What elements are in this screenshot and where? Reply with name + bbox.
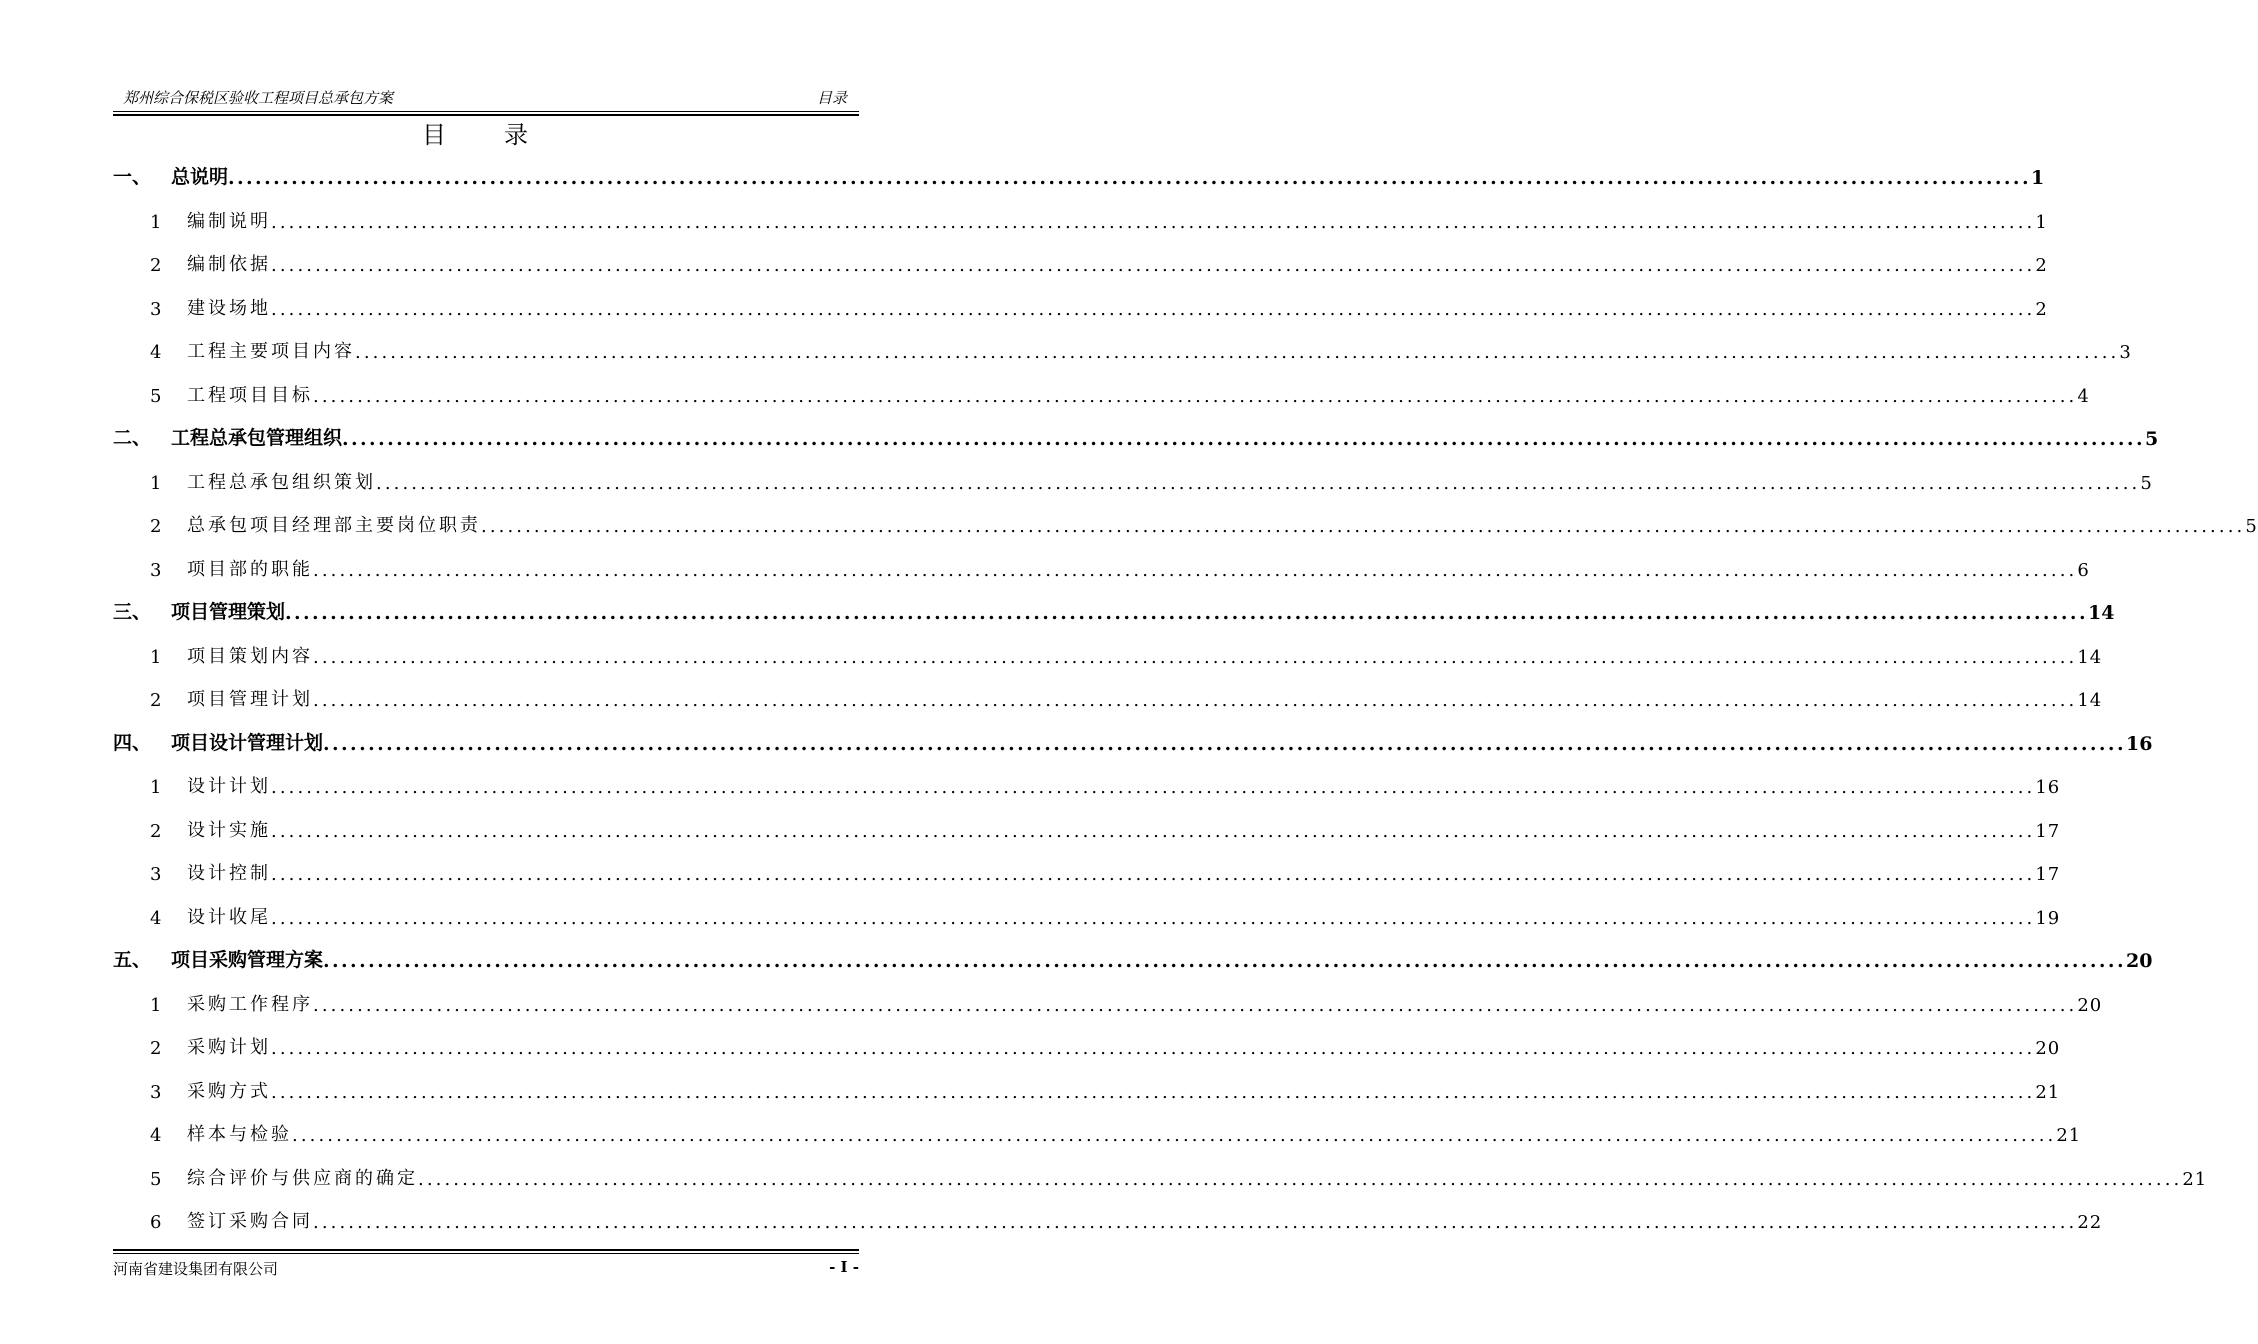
toc-dot-leader: ........................................................................................................................................................................................................ xyxy=(313,559,2078,581)
toc-entry-number: 3 xyxy=(150,1081,162,1103)
toc-entry-page: 19 xyxy=(2035,907,2061,929)
toc-entry-page: 14 xyxy=(2077,690,2103,711)
toc-entry-number: 2 xyxy=(150,690,162,711)
toc-dot-leader: ........................................................................................................................................................................................................ xyxy=(271,777,2036,798)
toc-dot-leader: ........................................................................................................................................................................................................ xyxy=(271,864,2036,885)
toc-section-entry[interactable] xyxy=(113,679,2103,711)
toc-dot-leader: ........................................................................................................................................................................................................ xyxy=(292,1125,2057,1146)
toc-entry-page: 1 xyxy=(2030,167,2045,189)
toc-section-entry[interactable] xyxy=(113,1158,2208,1190)
toc-dot-leader: ........................................................................................................................................................................................................ xyxy=(271,255,2036,276)
toc-entry-page: 20 xyxy=(2035,1038,2061,1059)
toc-entry-title: 工程项目目标 xyxy=(187,384,313,406)
header-section: 目录 xyxy=(816,89,847,107)
toc-entry-title: 设计收尾 xyxy=(187,906,271,928)
toc-entry-page: 21 xyxy=(2035,1081,2061,1103)
toc-section-entry[interactable] xyxy=(113,853,2061,885)
footer-page-number: - I - xyxy=(829,1258,859,1276)
toc-entry-page: 16 xyxy=(2035,777,2061,798)
toc-entry-title: 项目策划内容 xyxy=(187,645,313,667)
toc-entry-title: 总说明 xyxy=(171,166,229,188)
toc-dot-leader: ........................................................................................................................................................................................................ xyxy=(271,820,2036,842)
toc-entry-number: 3 xyxy=(150,298,162,320)
toc-entry-page: 5 xyxy=(2144,428,2159,450)
toc-chapter-entry[interactable] xyxy=(113,418,2159,450)
toc-dot-leader: ........................................................................................................................................................................................................ xyxy=(271,907,2036,929)
toc-entry-page: 21 xyxy=(2056,1125,2082,1146)
toc-entry-title: 样本与检验 xyxy=(187,1124,292,1145)
toc-section-entry[interactable] xyxy=(113,810,2061,842)
toc-dot-leader: ........................................................................................................................................................................................................ xyxy=(323,950,2126,972)
toc-entry-page: 17 xyxy=(2035,820,2061,842)
toc-entry-title: 建设场地 xyxy=(187,297,271,319)
toc-section-entry[interactable] xyxy=(113,766,2061,798)
toc-section-entry[interactable] xyxy=(113,1201,2103,1233)
header-doc-title: 郑州综合保税区验收工程项目总承包方案 xyxy=(123,89,394,107)
toc-section-entry[interactable] xyxy=(113,331,2132,363)
toc-entry-title: 项目管理计划 xyxy=(187,689,313,710)
toc-dot-leader: ........................................................................................................................................................................................................ xyxy=(313,1212,2078,1233)
toc-entry-title: 项目管理策划 xyxy=(171,601,286,623)
toc-entry-title: 编制说明 xyxy=(187,210,271,232)
toc-entry-number: 1 xyxy=(150,777,162,798)
toc-chapter-entry[interactable] xyxy=(113,940,2153,972)
toc-entry-title: 工程主要项目内容 xyxy=(187,341,355,362)
footer-rule-thick xyxy=(113,1249,859,1251)
toc-dot-leader: ........................................................................................................................................................................................................ xyxy=(376,472,2141,494)
toc-entry-number: 4 xyxy=(150,342,162,363)
toc-entry-page: 20 xyxy=(2125,950,2153,972)
toc-dot-leader: ........................................................................................................................................................................................................ xyxy=(342,428,2145,450)
toc-entry-number: 2 xyxy=(150,516,162,537)
toc-dot-leader: ........................................................................................................................................................................................................ xyxy=(313,385,2078,407)
toc-chapter-entry[interactable] xyxy=(113,723,2153,755)
toc-entry-title: 综合评价与供应商的确定 xyxy=(187,1167,418,1189)
toc-dot-leader: ........................................................................................................................................................................................................ xyxy=(285,602,2088,624)
toc-dot-leader: ........................................................................................................................................................................................................ xyxy=(313,646,2078,668)
toc-entry-page: 2 xyxy=(2035,298,2048,320)
toc-entry-title: 采购方式 xyxy=(187,1080,271,1102)
toc-dot-leader: ........................................................................................................................................................................................................ xyxy=(481,516,2246,537)
toc-entry-number: 三、 xyxy=(113,601,152,623)
toc-entry-title: 签订采购合同 xyxy=(187,1211,313,1232)
toc-section-entry[interactable] xyxy=(113,375,2090,407)
toc-entry-title: 设计计划 xyxy=(187,776,271,797)
toc-entry-page: 21 xyxy=(2182,1168,2208,1190)
toc-entry-number: 一、 xyxy=(113,166,152,188)
toc-entry-number: 四、 xyxy=(113,731,152,754)
toc-section-entry[interactable] xyxy=(113,244,2048,276)
toc-entry-number: 2 xyxy=(150,1038,162,1059)
toc-section-entry[interactable] xyxy=(113,1027,2061,1059)
toc-section-entry[interactable] xyxy=(113,1071,2061,1103)
toc-entry-title: 采购计划 xyxy=(187,1037,271,1058)
toc-section-entry[interactable] xyxy=(113,984,2103,1016)
toc-entry-title: 设计控制 xyxy=(187,863,271,884)
toc-section-entry[interactable] xyxy=(113,549,2090,581)
toc-entry-page: 5 xyxy=(2245,516,2258,537)
footer-company: 河南省建设集团有限公司 xyxy=(113,1260,279,1278)
toc-entry-number: 1 xyxy=(150,472,162,494)
toc-entry-number: 5 xyxy=(150,1168,162,1190)
footer-rule-thin xyxy=(113,1253,859,1254)
toc-section-entry[interactable] xyxy=(113,897,2061,929)
toc-entry-page: 14 xyxy=(2077,646,2103,668)
toc-section-entry[interactable] xyxy=(113,636,2103,668)
toc-entry-number: 2 xyxy=(150,255,162,276)
toc-dot-leader: ........................................................................................................................................................................................................ xyxy=(355,342,2120,363)
toc-entry-number: 2 xyxy=(150,820,162,842)
toc-entry-title: 工程总承包组织策划 xyxy=(187,471,376,493)
toc-entry-page: 22 xyxy=(2077,1212,2103,1233)
toc-entry-title: 项目采购管理方案 xyxy=(171,949,324,971)
toc-dot-leader: ........................................................................................................................................................................................................ xyxy=(228,167,2031,189)
toc-section-entry[interactable] xyxy=(113,288,2048,320)
toc-entry-number: 1 xyxy=(150,646,162,668)
toc-entry-page: 16 xyxy=(2125,732,2153,755)
toc-dot-leader: ........................................................................................................................................................................................................ xyxy=(271,1081,2036,1103)
toc-entry-page: 4 xyxy=(2077,385,2090,407)
toc-entry-page: 20 xyxy=(2077,994,2103,1016)
toc-entry-title: 项目部的职能 xyxy=(187,558,313,580)
toc-dot-leader: ........................................................................................................................................................................................................ xyxy=(313,690,2078,711)
toc-section-entry[interactable] xyxy=(113,462,2153,494)
toc-dot-leader: ........................................................................................................................................................................................................ xyxy=(418,1168,2183,1190)
toc-entry-title: 项目设计管理计划 xyxy=(171,731,324,754)
toc-dot-leader: ........................................................................................................................................................................................................ xyxy=(323,732,2126,755)
toc-entry-page: 2 xyxy=(2035,255,2048,276)
toc-entry-title: 设计实施 xyxy=(187,819,271,841)
toc-dot-leader: ........................................................................................................................................................................................................ xyxy=(313,994,2078,1016)
toc-entry-title: 总承包项目经理部主要岗位职责 xyxy=(187,515,481,536)
toc-entry-number: 4 xyxy=(150,1125,162,1146)
toc-entry-page: 1 xyxy=(2035,211,2048,233)
toc-chapter-entry[interactable] xyxy=(113,157,2045,189)
toc-entry-page: 5 xyxy=(2140,472,2153,494)
toc-entry-number: 6 xyxy=(150,1212,162,1233)
toc-entry-title: 编制依据 xyxy=(187,254,271,275)
toc-entry-number: 二、 xyxy=(113,427,152,449)
toc-entry-number: 5 xyxy=(150,385,162,407)
toc-dot-leader: ........................................................................................................................................................................................................ xyxy=(271,1038,2036,1059)
toc-entry-page: 6 xyxy=(2077,559,2090,581)
toc-entry-number: 3 xyxy=(150,864,162,885)
toc-entry-number: 五、 xyxy=(113,949,152,971)
toc-entry-number: 1 xyxy=(150,994,162,1016)
toc-dot-leader: ........................................................................................................................................................................................................ xyxy=(271,298,2036,320)
toc-dot-leader: ........................................................................................................................................................................................................ xyxy=(271,211,2036,233)
toc-chapter-entry[interactable] xyxy=(113,592,2115,624)
toc-section-entry[interactable] xyxy=(113,201,2048,233)
toc-entry-title: 采购工作程序 xyxy=(187,993,313,1015)
toc-entry-page: 14 xyxy=(2087,602,2115,624)
page-header xyxy=(113,89,859,111)
toc-entry-number: 3 xyxy=(150,559,162,581)
toc-heading: 目录 xyxy=(422,121,586,149)
toc-entry-number: 1 xyxy=(150,211,162,233)
toc-entry-number: 4 xyxy=(150,907,162,929)
header-rule-thin xyxy=(113,111,859,112)
toc-entry-page: 3 xyxy=(2119,342,2132,363)
toc-entry-title: 工程总承包管理组织 xyxy=(171,427,343,449)
toc-section-entry[interactable] xyxy=(113,1114,2082,1146)
toc-section-entry[interactable] xyxy=(113,505,2258,537)
toc-entry-page: 17 xyxy=(2035,864,2061,885)
